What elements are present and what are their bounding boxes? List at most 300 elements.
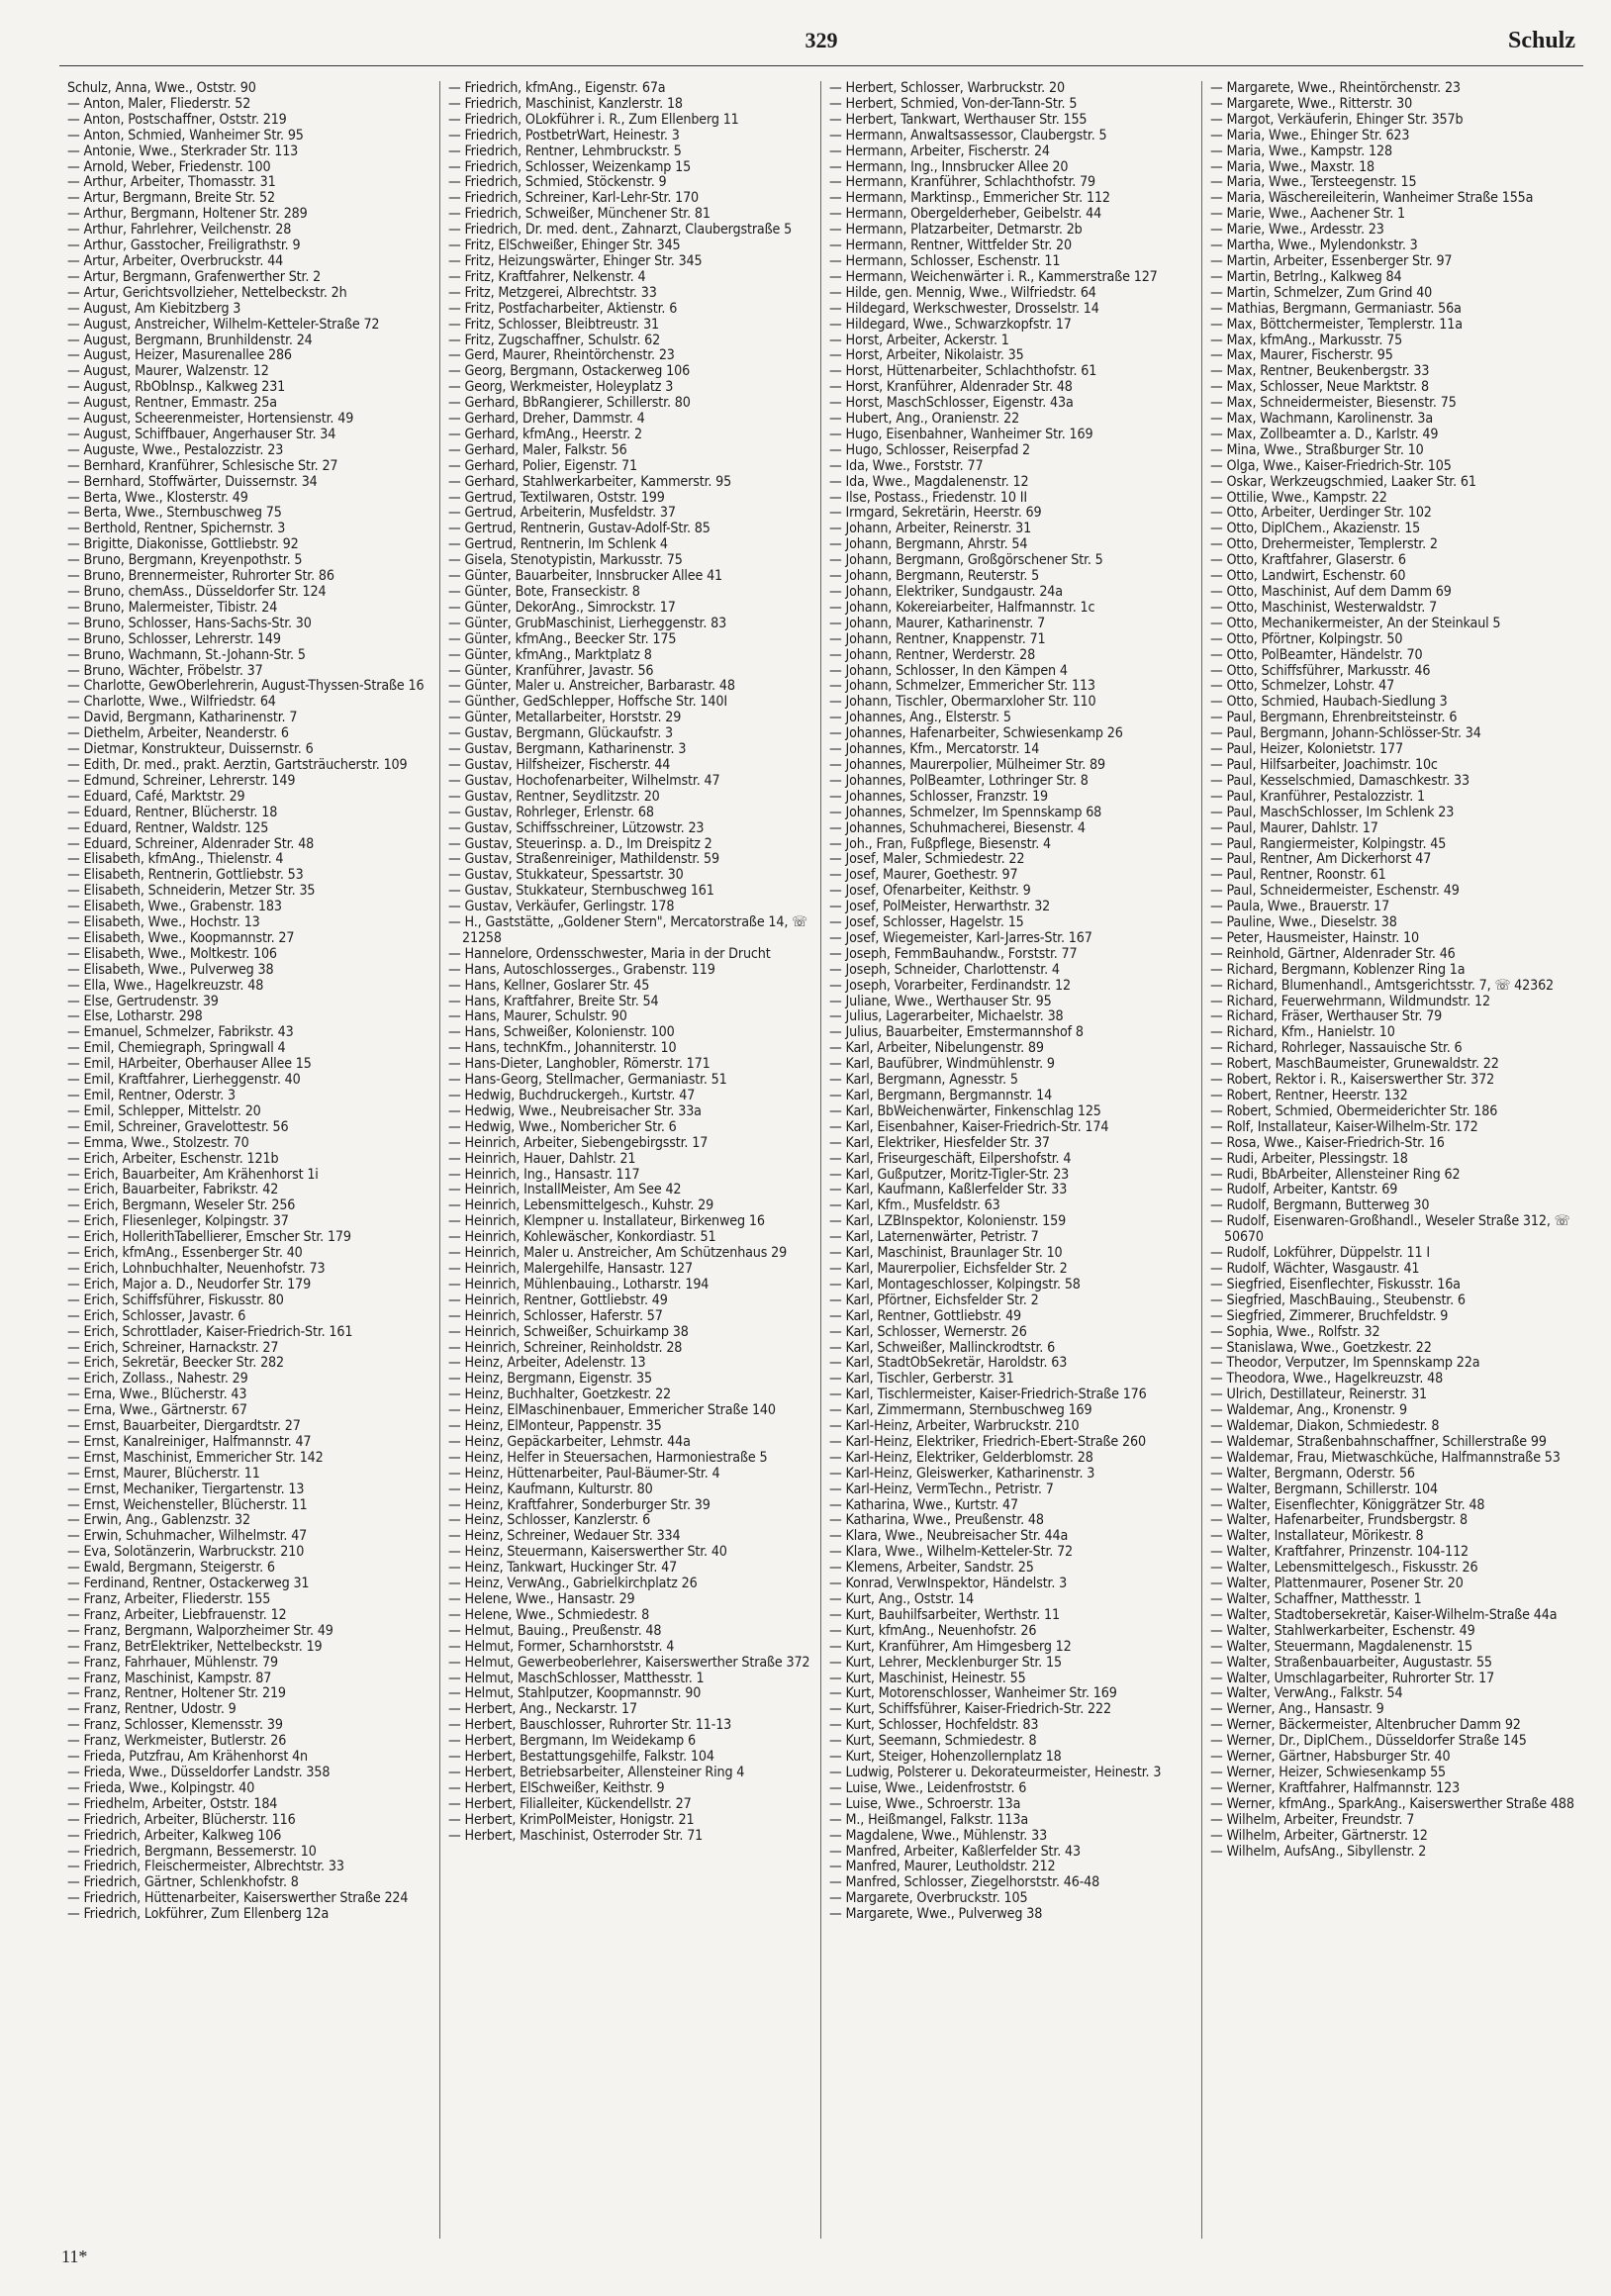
directory-entry: — Irmgard, Sekretärin, Heerstr. 69 xyxy=(829,505,1042,522)
directory-entry: — Josef, Maler, Schmiedestr. 22 xyxy=(829,851,1025,868)
directory-entry: — Johann, Kokereiarbeiter, Halfmannstr. 1c xyxy=(829,599,1095,616)
directory-columns xyxy=(59,81,1583,2239)
directory-entry: — Franz, Bergmann, Walporzheimer Str. 49 xyxy=(67,1622,333,1639)
directory-entry: — Gustav, Hilfsheizer, Fischerstr. 44 xyxy=(448,756,671,773)
directory-entry: — Wilhelm, Arbeiter, Freundstr. 7 xyxy=(1210,1811,1415,1828)
directory-entry: — Herbert, Maschinist, Osterroder Str. 71 xyxy=(448,1827,704,1844)
directory-entry: — Reinhold, Gärtner, Aldenrader Str. 46 xyxy=(1210,945,1456,962)
directory-entry: — Paul, Schneidermeister, Eschenstr. 49 xyxy=(1210,883,1460,900)
directory-entry: — Ferdinand, Rentner, Ostackerweg 31 xyxy=(67,1576,310,1592)
directory-entry: — Otto, Landwirt, Eschenstr. 60 xyxy=(1210,568,1406,585)
directory-entry: — Rudi, Arbeiter, Plessingstr. 18 xyxy=(1210,1150,1408,1167)
directory-entry: — Friedhelm, Arbeiter, Oststr. 184 xyxy=(67,1795,278,1812)
directory-entry: — Helmut, Former, Scharnhorststr. 4 xyxy=(448,1638,675,1655)
directory-entry: — Elisabeth, Wwe., Pulverweg 38 xyxy=(67,961,274,978)
directory-entry: — Rudolf, Arbeiter, Kantstr. 69 xyxy=(1210,1182,1398,1198)
directory-entry: — Heinrich, Schreiner, Reinholdstr. 28 xyxy=(448,1339,683,1356)
directory-entry: — Max, kfmAng., Markusstr. 75 xyxy=(1210,332,1403,348)
directory-entry: — Walter, Schaffner, Matthesstr. 1 xyxy=(1210,1591,1422,1607)
directory-entry: — Walter, VerwAng., Falkstr. 54 xyxy=(1210,1685,1403,1702)
directory-entry: — Diethelm, Arbeiter, Neanderstr. 6 xyxy=(67,725,289,742)
directory-entry: — Heinz, Helfer in Steuersachen, Harmoniestraße 5 xyxy=(448,1449,768,1466)
directory-entry: — Johannes, Hafenarbeiter, Schwiesenkamp 26 xyxy=(829,725,1123,742)
directory-entry: — Friedrich, Maschinist, Kanzlerstr. 18 xyxy=(448,95,683,112)
directory-entry: — Eduard, Rentner, Blücherstr. 18 xyxy=(67,804,278,820)
directory-entry: — Bernhard, Stoffwärter, Duissernstr. 34 xyxy=(67,473,318,490)
directory-entry: — Paula, Wwe., Brauerstr. 17 xyxy=(1210,899,1390,915)
directory-entry: — Gertrud, Rentnerin, Gustav-Adolf-Str. 85 xyxy=(448,521,711,537)
directory-entry: — Kurt, Seemann, Schmiedestr. 8 xyxy=(829,1733,1037,1750)
directory-entry: — Gerhard, Maler, Falkstr. 56 xyxy=(448,441,627,458)
directory-entry: — Ottilie, Wwe., Kampstr. 22 xyxy=(1210,489,1387,506)
directory-entry: — Heinrich, Rentner, Gottliebstr. 49 xyxy=(448,1292,668,1308)
directory-entry: — Eduard, Schreiner, Aldenrader Str. 48 xyxy=(67,835,315,852)
directory-entry: — Karl-Heinz, Elektriker, Gelderblomstr. 28 xyxy=(829,1449,1093,1466)
directory-entry: — Franz, Fahrhauer, Mühlenstr. 79 xyxy=(67,1654,278,1671)
directory-entry: — Maria, Wwe., Ehinger Str. 623 xyxy=(1210,127,1410,144)
directory-entry: — Herbert, Filialleiter, Kückendellstr. 27 xyxy=(448,1795,692,1812)
directory-entry: — Karl, StadtObSekretär, Haroldstr. 63 xyxy=(829,1355,1068,1372)
directory-entry: — Fritz, Heizungswärter, Ehinger Str. 345 xyxy=(448,252,703,269)
directory-entry: — Charlotte, GewOberlehrerin, August-Thyssen-Straße 16 xyxy=(67,678,425,695)
directory-entry: — Kurt, Motorenschlosser, Wanheimer Str. 169 xyxy=(829,1685,1117,1702)
directory-entry: — Karl, Elektriker, Hiesfelder Str. 37 xyxy=(829,1134,1050,1151)
directory-entry: — Kurt, Steiger, Hohenzollernplatz 18 xyxy=(829,1749,1062,1766)
directory-entry: — Emil, HArbeiter, Oberhauser Allee 15 xyxy=(67,1056,312,1073)
directory-entry: — Herbert, Schmied, Von-der-Tann-Str. 5 xyxy=(829,95,1078,112)
directory-entry: — Karl, LZBInspektor, Kolonienstr. 159 xyxy=(829,1213,1067,1230)
directory-entry: — Günter, Bauarbeiter, Innsbrucker Allee 41 xyxy=(448,568,723,585)
directory-entry: — Gerhard, Dreher, Dammstr. 4 xyxy=(448,411,645,428)
directory-entry: — Karl, Schweißer, Mallinckrodtstr. 6 xyxy=(829,1339,1056,1356)
directory-entry: — Hans, Schweißer, Kolonienstr. 100 xyxy=(448,1024,675,1041)
directory-entry: — Anton, Schmied, Wanheimer Str. 95 xyxy=(67,127,304,144)
directory-entry: — Margot, Verkäuferin, Ehinger Str. 357b xyxy=(1210,111,1464,128)
directory-entry: — Johann, Bergmann, Großgörschener Str. 5 xyxy=(829,552,1103,569)
directory-entry: — Theodora, Wwe., Hagelkreuzstr. 48 xyxy=(1210,1371,1444,1387)
directory-entry: — Otto, Drehermeister, Templerstr. 2 xyxy=(1210,536,1438,553)
directory-entry: — Arnold, Weber, Friedenstr. 100 xyxy=(67,158,271,175)
directory-entry: — August, Maurer, Walzenstr. 12 xyxy=(67,363,269,380)
directory-entry: — Helmut, Stahlputzer, Koopmannstr. 90 xyxy=(448,1685,702,1702)
directory-entry: — Johannes, Schlosser, Franzstr. 19 xyxy=(829,788,1049,805)
directory-entry: — Kurt, Bauhilfsarbeiter, Werthstr. 11 xyxy=(829,1606,1060,1623)
directory-entry: — Margarete, Wwe., Pulverweg 38 xyxy=(829,1906,1043,1923)
directory-entry: — August, Schiffbauer, Angerhauser Str. 34 xyxy=(67,426,336,442)
directory-entry: — Friedrich, Rentner, Lehmbruckstr. 5 xyxy=(448,143,682,159)
running-head: Schulz xyxy=(1507,28,1575,53)
directory-entry: — Hubert, Ang., Oranienstr. 22 xyxy=(829,411,1020,428)
directory-entry: — Otto, Schmied, Haubach-Siedlung 3 xyxy=(1210,694,1448,711)
directory-entry: — Heinrich, Maler u. Anstreicher, Am Schützenhaus 29 xyxy=(448,1245,788,1262)
directory-entry: — Max, Zollbeamter a. D., Karlstr. 49 xyxy=(1210,426,1439,442)
directory-entry: — Friedrich, kfmAng., Eigenstr. 67a xyxy=(448,81,666,96)
directory-entry: — Johann, Maurer, Katharinenstr. 7 xyxy=(829,615,1046,631)
directory-entry: — Otto, Kraftfahrer, Glaserstr. 6 xyxy=(1210,552,1406,569)
directory-entry: — Ewald, Bergmann, Steigerstr. 6 xyxy=(67,1560,275,1577)
directory-entry: — Otto, Arbeiter, Uerdinger Str. 102 xyxy=(1210,505,1432,522)
directory-entry: — Friedrich, PostbetrWart, Heinestr. 3 xyxy=(448,127,680,144)
directory-entry: — Emil, Schreiner, Gravelottestr. 56 xyxy=(67,1118,289,1135)
directory-entry: — Rudi, BbArbeiter, Allensteiner Ring 62 xyxy=(1210,1166,1461,1183)
directory-entry: — Karl, Maschinist, Braunlager Str. 10 xyxy=(829,1245,1063,1262)
directory-entry: — Hermann, Rentner, Wittfelder Str. 20 xyxy=(829,238,1072,254)
directory-entry: — Margarete, Wwe., Rheintörchenstr. 23 xyxy=(1210,81,1461,96)
directory-entry: — Günter, Maler u. Anstreicher, Barbarastr. 48 xyxy=(448,678,735,695)
directory-entry: — Richard, Kfm., Hanielstr. 10 xyxy=(1210,1024,1395,1041)
directory-entry: — August, Anstreicher, Wilhelm-Ketteler-Straße 72 xyxy=(67,316,380,333)
directory-entry: — Franz, Rentner, Udostr. 9 xyxy=(67,1701,237,1718)
directory-entry: — Elisabeth, kfmAng., Thielenstr. 4 xyxy=(67,851,284,868)
directory-entry: — Wilhelm, AufsAng., Sibyllenstr. 2 xyxy=(1210,1843,1427,1860)
directory-entry: — Rosa, Wwe., Kaiser-Friedrich-Str. 16 xyxy=(1210,1134,1445,1151)
directory-entry: — Rudolf, Wächter, Wasgaustr. 41 xyxy=(1210,1260,1420,1277)
directory-entry: — Max, Schneidermeister, Biesenstr. 75 xyxy=(1210,395,1457,412)
directory-entry: — Friedrich, Bergmann, Bessemerstr. 10 xyxy=(67,1843,317,1860)
column-1 xyxy=(59,81,440,2239)
directory-entry: — Ella, Wwe., Hagelkreuzstr. 48 xyxy=(67,977,264,994)
directory-entry: — Otto, Pförtner, Kolpingstr. 50 xyxy=(1210,630,1403,647)
directory-entry: — Marie, Wwe., Ardesstr. 23 xyxy=(1210,222,1384,239)
directory-entry: — Joseph, FemmBauhandw., Forststr. 77 xyxy=(829,945,1078,962)
directory-entry: — Fritz, Postfacharbeiter, Aktienstr. 6 xyxy=(448,300,678,317)
directory-entry: — Erich, Bauarbeiter, Fabrikstr. 42 xyxy=(67,1182,279,1198)
directory-entry: — Johannes, Ang., Elsterstr. 5 xyxy=(829,710,1011,726)
directory-entry: — Frieda, Wwe., Düsseldorfer Landstr. 358 xyxy=(67,1764,331,1780)
directory-entry: — Manfred, Maurer, Leutholdstr. 212 xyxy=(829,1859,1056,1875)
directory-entry: — H., Gaststätte, „Goldener Stern", Mercatorstraße 14, ☏ 21258 xyxy=(448,914,807,946)
directory-entry: — Kurt, Lehrer, Mecklenburger Str. 15 xyxy=(829,1654,1062,1671)
directory-entry: — Hermann, Weichenwärter i. R., Kammerstraße 127 xyxy=(829,268,1158,285)
directory-entry: — Karl, Arbeiter, Nibelungenstr. 89 xyxy=(829,1040,1044,1057)
directory-entry: — Franz, Rentner, Holtener Str. 219 xyxy=(67,1685,286,1702)
directory-entry: — Werner, Ang., Hansastr. 9 xyxy=(1210,1701,1384,1718)
directory-entry: — Antonie, Wwe., Sterkrader Str. 113 xyxy=(67,143,299,159)
directory-entry: — Heinrich, InstallMeister, Am See 42 xyxy=(448,1182,682,1198)
directory-entry: — Gustav, Steuerinsp. a. D., Im Dreispitz 2 xyxy=(448,835,712,852)
directory-entry: — Luise, Wwe., Leidenfroststr. 6 xyxy=(829,1779,1027,1796)
directory-entry: — Kurt, Schlosser, Hochfeldstr. 83 xyxy=(829,1717,1039,1734)
directory-entry: — Gerhard, Polier, Eigenstr. 71 xyxy=(448,457,637,474)
directory-entry: — Olga, Wwe., Kaiser-Friedrich-Str. 105 xyxy=(1210,457,1452,474)
directory-entry: — Friedrich, Gärtner, Schlenkhofstr. 8 xyxy=(67,1874,299,1891)
directory-entry: — Erna, Wwe., Gärtnerstr. 67 xyxy=(67,1402,247,1419)
directory-entry: — Heinrich, Kohlewäscher, Konkordiastr. 51 xyxy=(448,1229,716,1246)
directory-entry: — Karl-Heinz, Elektriker, Friedrich-Ebert-Straße 260 xyxy=(829,1433,1146,1450)
directory-entry: — Robert, Rentner, Heerstr. 132 xyxy=(1210,1088,1408,1103)
directory-entry: — Karl, Kaufmann, Kaßlerfelder Str. 33 xyxy=(829,1182,1068,1198)
directory-entry: — Friedrich, Dr. med. dent., Zahnarzt, Claubergstraße 5 xyxy=(448,222,793,239)
directory-entry: — Johannes, Schmelzer, Im Spennskamp 68 xyxy=(829,804,1102,820)
column-4 xyxy=(1202,81,1583,2239)
directory-entry: — Arthur, Bergmann, Holtener Str. 289 xyxy=(67,206,308,223)
directory-entry: — Bruno, chemAss., Düsseldorfer Str. 124 xyxy=(67,584,327,600)
directory-entry: — Rudolf, Eisenwaren-Großhandl., Weseler Straße 312, ☏ 50670 xyxy=(1210,1213,1570,1246)
directory-entry: — Elisabeth, Wwe., Grabenstr. 183 xyxy=(67,899,282,915)
directory-entry: — Erich, Fliesenleger, Kolpingstr. 37 xyxy=(67,1213,289,1230)
directory-entry: — Günter, GrubMaschinist, Lierheggenstr. 83 xyxy=(448,615,727,631)
directory-entry: — Hannelore, Ordensschwester, Maria in der Drucht xyxy=(448,945,771,962)
directory-entry: — Pauline, Wwe., Dieselstr. 38 xyxy=(1210,914,1397,931)
directory-entry: — Karl, Laternenwärter, Petristr. 7 xyxy=(829,1229,1039,1246)
directory-entry: — Hildegard, Wwe., Schwarzkopfstr. 17 xyxy=(829,316,1072,333)
directory-entry: — Dietmar, Konstrukteur, Duissernstr. 6 xyxy=(67,741,314,758)
directory-entry: — Bruno, Schlosser, Lehrerstr. 149 xyxy=(67,630,281,647)
directory-entry: — Magdalene, Wwe., Mühlenstr. 33 xyxy=(829,1827,1048,1844)
directory-entry: — Bernhard, Kranführer, Schlesische Str. 27 xyxy=(67,457,338,474)
directory-entry: — Fritz, Kraftfahrer, Nelkenstr. 4 xyxy=(448,268,646,285)
directory-entry: — Bruno, Bergmann, Kreyenpothstr. 5 xyxy=(67,552,303,569)
directory-entry: — Friedrich, Lokführer, Zum Ellenberg 12a xyxy=(67,1906,330,1923)
directory-entry: — Edmund, Schreiner, Lehrerstr. 149 xyxy=(67,772,296,789)
directory-entry: — Theodor, Verputzer, Im Spennskamp 22a xyxy=(1210,1355,1480,1372)
directory-entry: — Fritz, Metzgerei, Albrechtstr. 33 xyxy=(448,284,657,301)
directory-entry: — Werner, kfmAng., SparkAng., Kaiserswerther Straße 488 xyxy=(1210,1795,1574,1812)
directory-entry: — August, Am Kiebitzberg 3 xyxy=(67,300,241,317)
directory-entry: — August, Heizer, Masurenallee 286 xyxy=(67,347,292,364)
directory-entry: — Heinrich, Malergehilfe, Hansastr. 127 xyxy=(448,1260,693,1277)
directory-entry: — Friedrich, Schweißer, Münchener Str. 81 xyxy=(448,206,711,223)
directory-entry: — Eduard, Café, Marktstr. 29 xyxy=(67,788,245,805)
directory-entry: — Katharina, Wwe., Preußenstr. 48 xyxy=(829,1512,1044,1529)
directory-entry: — Wilhelm, Arbeiter, Gärtnerstr. 12 xyxy=(1210,1827,1428,1844)
directory-entry: — Heinrich, Schlosser, Haferstr. 57 xyxy=(448,1307,663,1324)
directory-entry: — Walter, Kraftfahrer, Prinzenstr. 104-112 xyxy=(1210,1544,1469,1561)
directory-entry: — Herbert, Bestattungsgehilfe, Falkstr. 104 xyxy=(448,1749,714,1766)
directory-entry: — Erna, Wwe., Blücherstr. 43 xyxy=(67,1387,247,1403)
directory-entry: — Marie, Wwe., Aachener Str. 1 xyxy=(1210,206,1406,223)
directory-entry: — Walter, Plattenmaurer, Posener Str. 20 xyxy=(1210,1576,1464,1592)
directory-entry: Schulz, Anna, Wwe., Oststr. 90 xyxy=(67,81,256,96)
directory-entry: — Else, Gertrudenstr. 39 xyxy=(67,993,219,1009)
directory-entry: — Horst, MaschSchlosser, Eigenstr. 43a xyxy=(829,395,1074,412)
directory-entry: — Charlotte, Wwe., Wilfriedstr. 64 xyxy=(67,694,276,711)
directory-entry: — Johannes, Maurerpolier, Mülheimer Str. 89 xyxy=(829,756,1105,773)
directory-entry: — Friedrich, Schreiner, Karl-Lehr-Str. 170 xyxy=(448,190,700,207)
directory-entry: — Bruno, Schlosser, Hans-Sachs-Str. 30 xyxy=(67,615,312,631)
directory-entry: — Maria, Wäschereileiterin, Wanheimer Straße 155a xyxy=(1210,190,1534,207)
directory-entry: — Johann, Bergmann, Ahrstr. 54 xyxy=(829,536,1028,553)
directory-entry: — Hedwig, Wwe., Neubreisacher Str. 33a xyxy=(448,1102,702,1119)
directory-entry: — Herbert, Ang., Neckarstr. 17 xyxy=(448,1701,637,1718)
directory-entry: — Gustav, Stukkateur, Sternbuschweg 161 xyxy=(448,883,714,900)
directory-entry: — Helene, Wwe., Hansastr. 29 xyxy=(448,1591,635,1607)
directory-entry: — Richard, Fräser, Werthauser Str. 79 xyxy=(1210,1008,1443,1025)
directory-entry: — Heinrich, Ing., Hansastr. 117 xyxy=(448,1166,640,1183)
directory-entry: — Karl, Zimmermann, Sternbuschweg 169 xyxy=(829,1402,1092,1419)
directory-entry: — Heinrich, Mühlenbauing., Lotharstr. 194 xyxy=(448,1276,710,1292)
directory-entry: — Berta, Wwe., Sternbuschweg 75 xyxy=(67,505,282,522)
directory-entry: — Gerhard, BbRangierer, Schillerstr. 80 xyxy=(448,395,691,412)
directory-entry: — Ernst, Maurer, Blücherstr. 11 xyxy=(67,1465,260,1482)
directory-entry: — Ernst, Mechaniker, Tiergartenstr. 13 xyxy=(67,1481,305,1497)
directory-entry: — Gustav, Straßenreiniger, Mathildenstr. 59 xyxy=(448,851,719,868)
directory-entry: — Siegfried, Eisenflechter, Fiskusstr. 16a xyxy=(1210,1276,1461,1292)
directory-entry: — Friedrich, Arbeiter, Kalkweg 106 xyxy=(67,1827,282,1844)
directory-entry: — Mathias, Bergmann, Germaniastr. 56a xyxy=(1210,300,1462,317)
directory-entry: — Kurt, Maschinist, Heinestr. 55 xyxy=(829,1670,1026,1686)
directory-entry: — Manfred, Arbeiter, Kaßlerfelder Str. 43 xyxy=(829,1843,1081,1860)
directory-entry: — Walter, Lebensmittelgesch., Fiskusstr. 26 xyxy=(1210,1560,1478,1577)
directory-entry: — Gustav, Schiffsschreiner, Lützowstr. 23 xyxy=(448,819,705,836)
directory-entry: — Heinrich, Schweißer, Schuirkamp 38 xyxy=(448,1323,689,1340)
directory-entry: — Klemens, Arbeiter, Sandstr. 25 xyxy=(829,1560,1034,1577)
directory-entry: — Else, Lotharstr. 298 xyxy=(67,1008,203,1025)
directory-entry: — Helmut, Gewerbeoberlehrer, Kaiserswerther Straße 372 xyxy=(448,1654,810,1671)
directory-entry: — Josef, Ofenarbeiter, Keithstr. 9 xyxy=(829,883,1031,900)
directory-entry: — Fritz, Schlosser, Bleibtreustr. 31 xyxy=(448,316,660,333)
directory-entry: — Max, Böttchermeister, Templerstr. 11a xyxy=(1210,316,1463,333)
signature-mark: 11* xyxy=(61,2247,88,2266)
directory-entry: — Otto, DiplChem., Akazienstr. 15 xyxy=(1210,521,1421,537)
directory-entry: — Günther, GedSchlepper, Hoffsche Str. 140I xyxy=(448,694,727,711)
directory-entry: — Heinz, Arbeiter, Adelenstr. 13 xyxy=(448,1355,646,1372)
directory-entry: — Klara, Wwe., Wilhelm-Ketteler-Str. 72 xyxy=(829,1544,1074,1561)
directory-entry: — Günter, Metallarbeiter, Horststr. 29 xyxy=(448,710,682,726)
directory-entry: — Gustav, Hochofenarbeiter, Wilhelmstr. 47 xyxy=(448,772,720,789)
directory-entry: — Karl, Maurerpolier, Eichsfelder Str. 2 xyxy=(829,1260,1068,1277)
directory-entry: — Heinz, ElMaschinenbauer, Emmericher Straße 140 xyxy=(448,1402,776,1419)
directory-entry: — August, RbOblnsp., Kalkweg 231 xyxy=(67,379,286,396)
directory-entry: — Johann, Schmelzer, Emmericher Str. 113 xyxy=(829,678,1095,695)
directory-entry: — Johannes, PolBeamter, Lothringer Str. 8 xyxy=(829,772,1089,789)
directory-entry: — Werner, Gärtner, Habsburger Str. 40 xyxy=(1210,1749,1451,1766)
directory-entry: — Paul, Bergmann, Johann-Schlösser-Str. 34 xyxy=(1210,725,1481,742)
directory-entry: — Horst, Arbeiter, Ackerstr. 1 xyxy=(829,332,1009,348)
directory-entry: — Ernst, Kanalreiniger, Halfmannstr. 47 xyxy=(67,1433,312,1450)
directory-entry: — Erich, Bauarbeiter, Am Krähenhorst 1i xyxy=(67,1166,319,1183)
directory-entry: — Johann, Tischler, Obermarxloher Str. 110 xyxy=(829,694,1096,711)
directory-entry: — Paul, Rangiermeister, Kolpingstr. 45 xyxy=(1210,835,1447,852)
directory-entry: — Hermann, Ing., Innsbrucker Allee 20 xyxy=(829,158,1069,175)
directory-entry: — Walter, Bergmann, Oderstr. 56 xyxy=(1210,1465,1415,1482)
directory-entry: — Erich, kfmAng., Essenberger Str. 40 xyxy=(67,1245,303,1262)
directory-entry: — Hermann, Kranführer, Schlachthofstr. 79 xyxy=(829,174,1096,191)
directory-entry: — Gertrud, Arbeiterin, Musfeldstr. 37 xyxy=(448,505,676,522)
directory-entry: — Emil, Chemiegraph, Springwall 4 xyxy=(67,1040,286,1057)
directory-entry: — Otto, Maschinist, Westerwaldstr. 7 xyxy=(1210,599,1438,616)
directory-entry: — Stanislawa, Wwe., Goetzkestr. 22 xyxy=(1210,1339,1432,1356)
directory-entry: — Erich, Zollass., Nahestr. 29 xyxy=(67,1371,248,1387)
directory-entry: — Johann, Arbeiter, Reinerstr. 31 xyxy=(829,521,1032,537)
directory-entry: — Erwin, Schuhmacher, Wilhelmstr. 47 xyxy=(67,1528,308,1545)
directory-entry: — Horst, Kranführer, Aldenrader Str. 48 xyxy=(829,379,1073,396)
directory-entry: — Erich, Lohnbuchhalter, Neuenhofstr. 73 xyxy=(67,1260,326,1277)
directory-entry: — Richard, Rohrleger, Nassauische Str. 6 xyxy=(1210,1040,1463,1057)
directory-entry: — Elisabeth, Wwe., Moltkestr. 106 xyxy=(67,945,277,962)
directory-entry: — Günter, kfmAng., Marktplatz 8 xyxy=(448,646,652,663)
page-number: 329 xyxy=(805,28,838,52)
directory-entry: — Gerd, Maurer, Rheintörchenstr. 23 xyxy=(448,347,675,364)
directory-entry: — Emil, Kraftfahrer, Lierheggenstr. 40 xyxy=(67,1072,301,1089)
directory-entry: — Hildegard, Werkschwester, Drosselstr. 14 xyxy=(829,300,1099,317)
directory-entry: — Manfred, Schlosser, Ziegelhorststr. 46-48 xyxy=(829,1874,1100,1891)
directory-entry: — Erich, Bergmann, Weseler Str. 256 xyxy=(67,1197,296,1214)
directory-entry: — Heinz, ElMonteur, Pappenstr. 35 xyxy=(448,1418,662,1435)
directory-entry: — Gustav, Rohrleger, Erlenstr. 68 xyxy=(448,804,654,820)
directory-entry: — Robert, Rektor i. R., Kaiserswerther Str. 372 xyxy=(1210,1072,1495,1089)
directory-entry: — Günter, Bote, Franseckistr. 8 xyxy=(448,584,640,600)
directory-entry: — Erich, Schiffsführer, Fiskusstr. 80 xyxy=(67,1292,284,1308)
directory-entry: — Elisabeth, Wwe., Koopmannstr. 27 xyxy=(67,929,295,946)
directory-entry: — Friedrich, OLokführer i. R., Zum Ellenberg 11 xyxy=(448,111,739,128)
directory-entry: — Juliane, Wwe., Werthauser Str. 95 xyxy=(829,993,1052,1009)
directory-entry: — Max, Rentner, Beukenbergstr. 33 xyxy=(1210,363,1430,380)
directory-entry: — Waldemar, Diakon, Schmiedestr. 8 xyxy=(1210,1418,1440,1435)
directory-entry: — Josef, Maurer, Goethestr. 97 xyxy=(829,867,1018,884)
directory-entry: — Heinz, Schreiner, Wedauer Str. 334 xyxy=(448,1528,681,1545)
directory-entry: — Bruno, Wachmann, St.-Johann-Str. 5 xyxy=(67,646,306,663)
directory-entry: — Peter, Hausmeister, Hainstr. 10 xyxy=(1210,929,1419,946)
directory-entry: — Hans, Autoschlosserges., Grabenstr. 119 xyxy=(448,961,715,978)
directory-entry: — Günter, DekorAng., Simrockstr. 17 xyxy=(448,599,676,616)
directory-entry: — Otto, Maschinist, Auf dem Damm 69 xyxy=(1210,584,1452,600)
directory-entry: — Rolf, Installateur, Kaiser-Wilhelm-Str. 172 xyxy=(1210,1118,1478,1135)
directory-entry: — Karl, Kfm., Musfeldstr. 63 xyxy=(829,1197,1000,1214)
directory-entry: — Richard, Feuerwehrmann, Wildmundstr. 12 xyxy=(1210,993,1490,1009)
directory-entry: — Paul, Kesselschmied, Damaschkestr. 33 xyxy=(1210,772,1469,789)
directory-entry: — Walter, Stahlwerkarbeiter, Eschenstr. 49 xyxy=(1210,1622,1475,1639)
directory-entry: — Karl, Bergmann, Agnesstr. 5 xyxy=(829,1072,1018,1089)
directory-entry: — Helmut, Bauing., Preußenstr. 48 xyxy=(448,1622,662,1639)
directory-entry: — Franz, Schlosser, Klemensstr. 39 xyxy=(67,1717,283,1734)
directory-entry: — Bruno, Wächter, Fröbelstr. 37 xyxy=(67,662,263,679)
directory-entry: — Gerhard, kfmAng., Heerstr. 2 xyxy=(448,426,642,442)
directory-entry: — Horst, Hüttenarbeiter, Schlachthofstr. 61 xyxy=(829,363,1097,380)
directory-entry: — Heinz, Schlosser, Kanzlerstr. 6 xyxy=(448,1512,651,1529)
directory-entry: — Luise, Wwe., Schroerstr. 13a xyxy=(829,1795,1021,1812)
directory-entry: — Heinz, Steuermann, Kaiserswerther Str. 40 xyxy=(448,1544,727,1561)
directory-entry: — Gisela, Stenotypistin, Markusstr. 75 xyxy=(448,552,683,569)
directory-entry: — Helene, Wwe., Schmiedestr. 8 xyxy=(448,1606,650,1623)
directory-entry: — Artur, Bergmann, Breite Str. 52 xyxy=(67,190,275,207)
directory-entry: — Ulrich, Destillateur, Reinerstr. 31 xyxy=(1210,1387,1428,1403)
directory-entry: — Martha, Wwe., Mylendonkstr. 3 xyxy=(1210,238,1418,254)
directory-entry: — Josef, Wiegemeister, Karl-Jarres-Str. 167 xyxy=(829,929,1092,946)
directory-entry: — Konrad, VerwInspektor, Händelstr. 3 xyxy=(829,1576,1068,1592)
directory-entry: — Berthold, Rentner, Spichernstr. 3 xyxy=(67,521,286,537)
directory-entry: — Josef, Schlosser, Hagelstr. 15 xyxy=(829,914,1024,931)
directory-entry: — Ludwig, Polsterer u. Dekorateurmeister, Heinestr. 3 xyxy=(829,1764,1162,1780)
directory-entry: — Walter, Eisenflechter, Königgrätzer Str. 48 xyxy=(1210,1496,1485,1513)
directory-entry: — Hans, Maurer, Schulstr. 90 xyxy=(448,1008,627,1025)
directory-entry: — Martin, Arbeiter, Essenberger Str. 97 xyxy=(1210,252,1453,269)
directory-entry: — Paul, Heizer, Kolonietstr. 177 xyxy=(1210,741,1403,758)
directory-entry: — Heinz, Kaufmann, Kulturstr. 80 xyxy=(448,1481,653,1497)
directory-entry: — Erich, Schrottlader, Kaiser-Friedrich-Str. 161 xyxy=(67,1323,353,1340)
directory-entry: — Paul, Rentner, Roonstr. 61 xyxy=(1210,867,1386,884)
directory-entry: — Werner, Bäckermeister, Altenbrucher Damm 92 xyxy=(1210,1717,1521,1734)
directory-entry: — Paul, Hilfsarbeiter, Joachimstr. 10c xyxy=(1210,756,1438,773)
directory-entry: — Hermann, Anwaltsassessor, Claubergstr. 5 xyxy=(829,127,1107,144)
directory-entry: — Kurt, Kranführer, Am Himgesberg 12 xyxy=(829,1638,1072,1655)
directory-entry: — Klara, Wwe., Neubreisacher Str. 44a xyxy=(829,1528,1069,1545)
directory-entry: — Ernst, Bauarbeiter, Diergardtstr. 27 xyxy=(67,1418,301,1435)
directory-entry: — Hermann, Schlosser, Eschenstr. 11 xyxy=(829,252,1061,269)
directory-entry: — Johann, Schlosser, In den Kämpen 4 xyxy=(829,662,1068,679)
directory-entry: — Heinrich, Arbeiter, Siebengebirgsstr. 17 xyxy=(448,1134,709,1151)
directory-entry: — Joh., Fran, Fußpflege, Biesenstr. 4 xyxy=(829,835,1051,852)
directory-entry: — Frieda, Wwe., Kolpingstr. 40 xyxy=(67,1779,255,1796)
directory-entry: — Paul, Maurer, Dahlstr. 17 xyxy=(1210,819,1378,836)
directory-entry: — Joseph, Vorarbeiter, Ferdinandstr. 12 xyxy=(829,977,1071,994)
directory-entry: — Mina, Wwe., Straßburger Str. 10 xyxy=(1210,441,1424,458)
directory-entry: — Frieda, Putzfrau, Am Krähenhorst 4n xyxy=(67,1749,308,1766)
directory-entry: — Martin, Betrlng., Kalkweg 84 xyxy=(1210,268,1402,285)
directory-entry: — Karl, Montageschlosser, Kolpingstr. 58 xyxy=(829,1276,1081,1292)
directory-entry: — Rudolf, Bergmann, Butterweg 30 xyxy=(1210,1197,1430,1214)
directory-entry: — Sophia, Wwe., Rolfstr. 32 xyxy=(1210,1323,1380,1340)
